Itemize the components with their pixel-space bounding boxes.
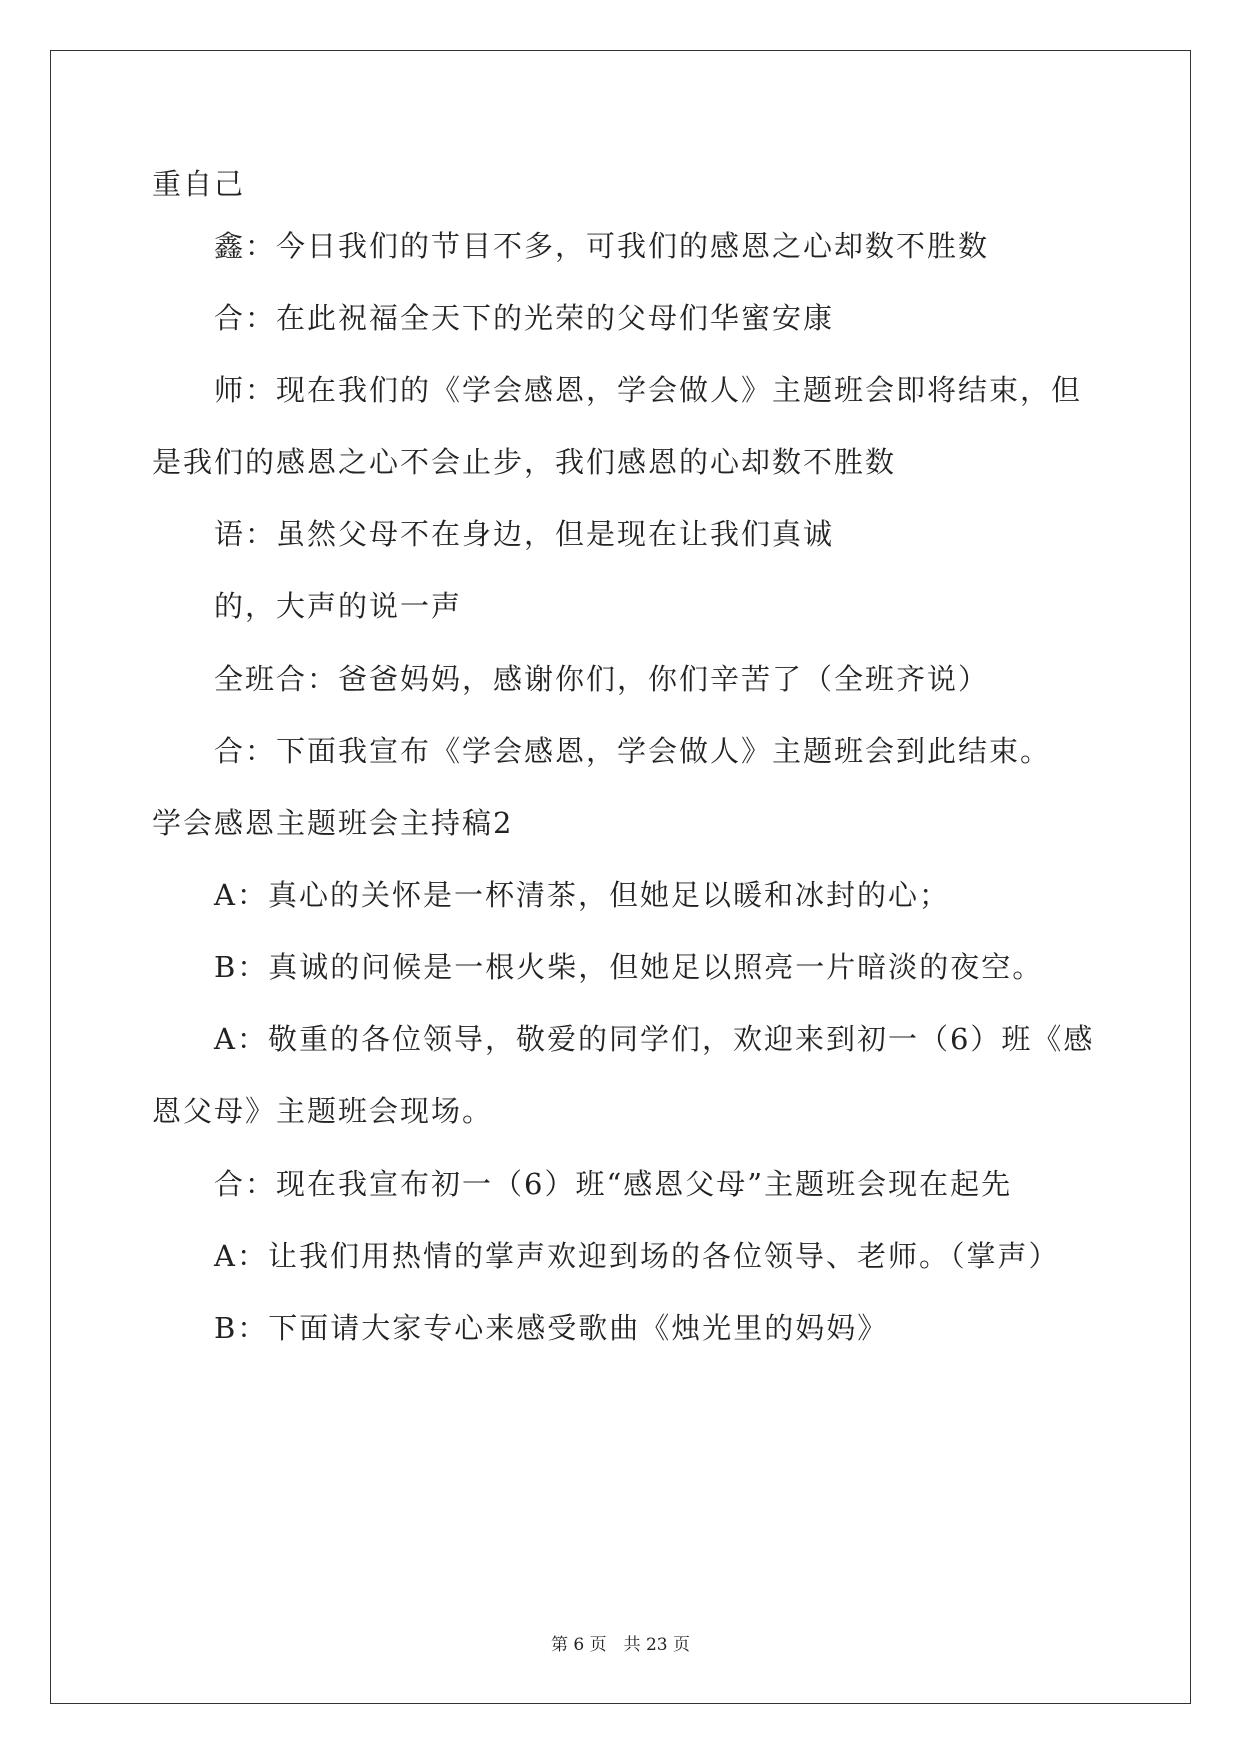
- text-line: B：真诚的问候是一根火柴，但她足以照亮一片暗淡的夜空。: [214, 950, 1044, 984]
- text-line: 语：虽然父母不在身边，但是现在让我们真诚: [214, 517, 835, 551]
- text-line: A：让我们用热情的掌声欢迎到场的各位领导、老师。（掌声）: [214, 1239, 1060, 1273]
- section-heading: 学会感恩主题班会主持稿2: [152, 806, 514, 840]
- text-line: 全班合：爸爸妈妈，感谢你们，你们辛苦了（全班齐说）: [214, 662, 990, 696]
- text-line: 是我们的感恩之心不会止步，我们感恩的心却数不胜数: [152, 445, 897, 479]
- text-line: 合：现在我宣布初一（6）班“感恩父母”主题班会现在起先: [214, 1167, 1013, 1201]
- text-line: 合：下面我宣布《学会感恩，学会做人》主题班会到此结束。: [214, 734, 1052, 768]
- text-line: A：敬重的各位领导，敬爱的同学们，欢迎来到初一（6）班《感: [214, 1022, 1095, 1056]
- text-line: 合：在此祝福全天下的光荣的父母们华蜜安康: [214, 301, 835, 335]
- page-footer: 第 6 页 共 23 页: [550, 1635, 691, 1655]
- text-line: 的，大声的说一声: [214, 589, 463, 623]
- text-line: 重自己: [152, 167, 246, 201]
- text-line: 师：现在我们的《学会感恩，学会做人》主题班会即将结束，但: [214, 373, 1083, 407]
- text-line: B：下面请大家专心来感受歌曲《烛光里的妈妈》: [214, 1311, 889, 1345]
- text-line: 恩父母》主题班会现场。: [152, 1094, 494, 1128]
- text-line: 鑫：今日我们的节目不多，可我们的感恩之心却数不胜数: [214, 229, 990, 263]
- text-line: A：真心的关怀是一杯清茶，但她足以暖和冰封的心；: [214, 878, 950, 912]
